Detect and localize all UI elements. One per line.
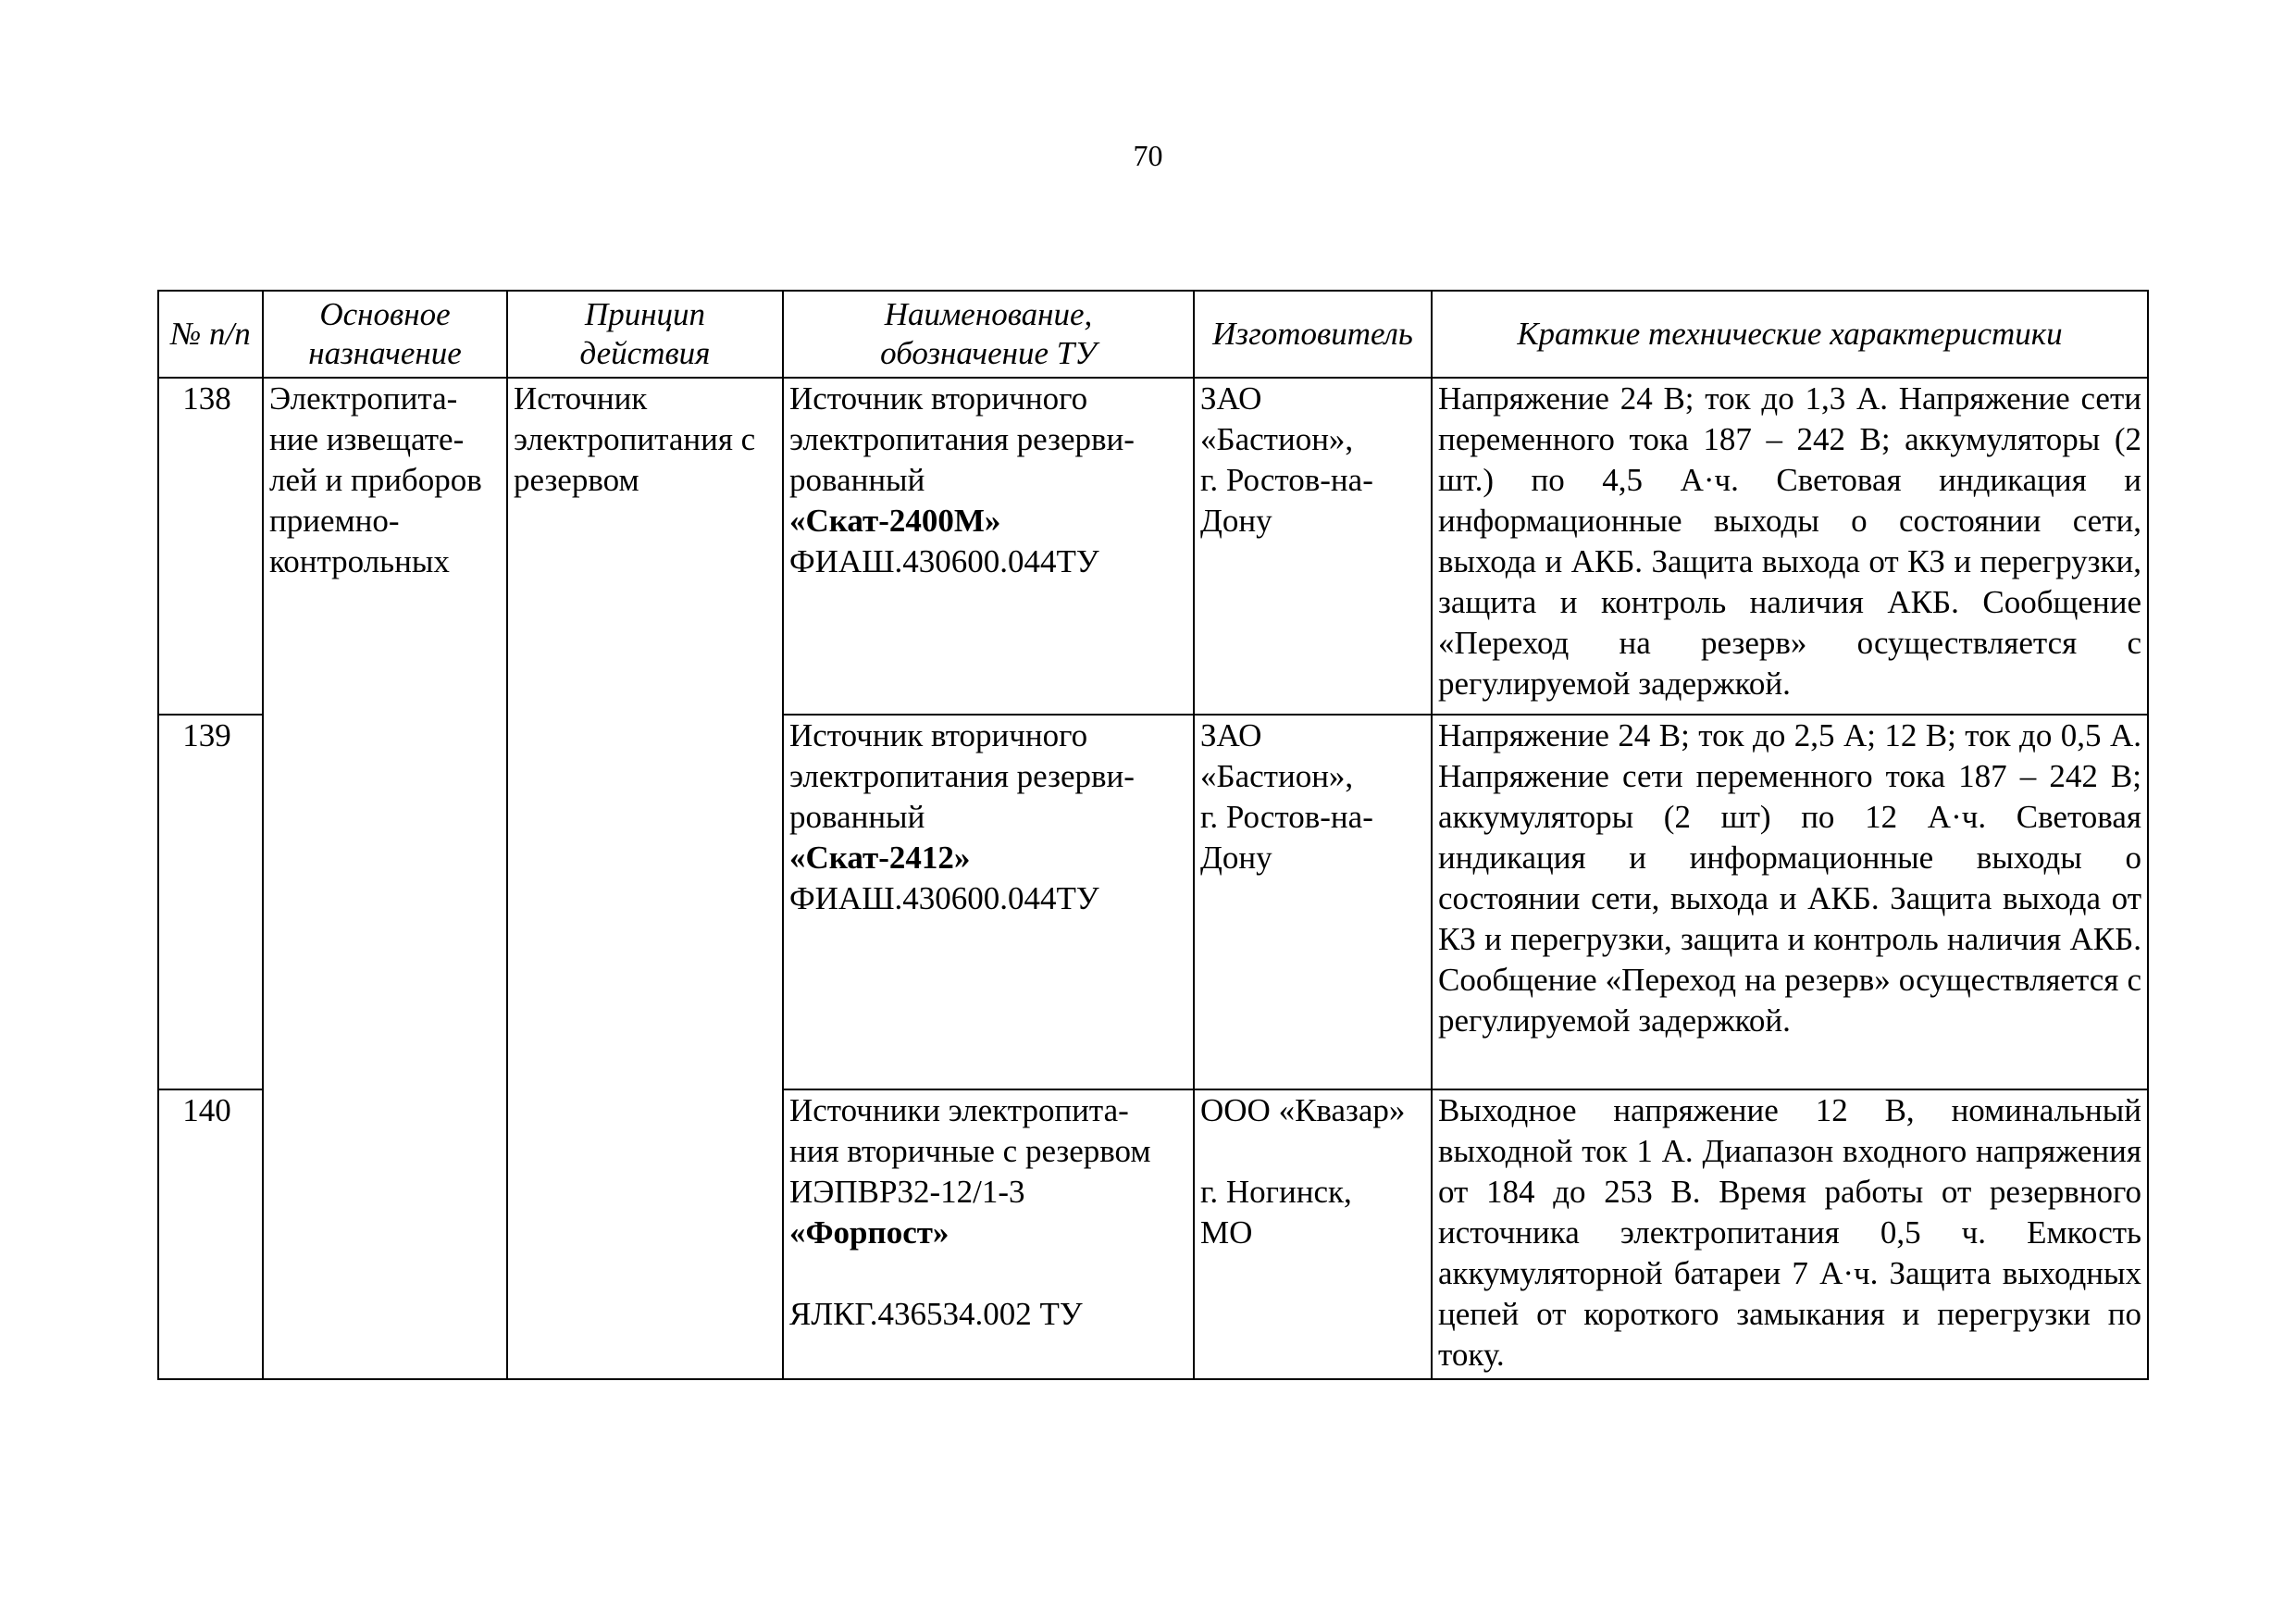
header-purpose: Основное назначение (263, 291, 507, 378)
row-manufacturer: ООО «Квазар» г. Ногинск, МО (1194, 1089, 1432, 1379)
row-name-cell (783, 1089, 1194, 1379)
page-number: 70 (1133, 139, 1163, 172)
row-specs: Напряжение 24 В; ток до 2,5 А; 12 В; ток до 0,5 А. Напряжение сети переменного тока 187 – 242 В; аккумуляторы (2 шт) по 12 А·ч. Световая индикация и информационные выходы о состоянии сети, выхода и АКБ. Защита выхода от КЗ и перегрузки, защита и контроль наличия АКБ. Сообщение «Переход на резерв» осуществляется с регулируемой задержкой. (1432, 715, 2148, 1089)
row-num: 140 (158, 1089, 263, 1379)
group-purpose: Электропита- ние извещате- лей и приборов приемно- контрольных (263, 378, 507, 1379)
row-name-text: Источники электропита- ния вторичные с резервом ИЭПВР32-12/1-3 (789, 1092, 1151, 1210)
header-num: № п/п (158, 291, 263, 378)
row-name-tu: ЯЛКГ.436534.002 ТУ (789, 1296, 1083, 1332)
header-principle: Принцип действия (507, 291, 783, 378)
table-header-row (158, 291, 2148, 378)
row-name-product: «Форпост» (789, 1214, 949, 1251)
row-name-cell (783, 715, 1194, 1089)
row-name-text: Источник вторичного электропитания резерви- рованный (789, 717, 1135, 835)
row-manufacturer: ЗАО «Бастион», г. Ростов-на- Дону (1194, 715, 1432, 1089)
row-name-cell (783, 378, 1194, 715)
row-name-text: Источник вторичного электропитания резерви- рованный (789, 380, 1135, 498)
row-specs: Выходное напряжение 12 В, номинальный выходной ток 1 А. Диапазон входного напряжения от 184 до 253 В. Время работы от резервного источника электропитания 0,5 ч. Емкость аккумуляторной батареи 7 А·ч. Защита выходных цепей от короткого замыкания и перегрузки по току. (1432, 1089, 2148, 1379)
row-manufacturer: ЗАО «Бастион», г. Ростов-на- Дону (1194, 378, 1432, 715)
group-principle: Источник электропитания с резервом (507, 378, 783, 1379)
equipment-table (157, 290, 2149, 1380)
row-num: 139 (158, 715, 263, 1089)
table-row (158, 378, 2148, 715)
row-name-tu: ФИАШ.430600.044ТУ (789, 543, 1099, 579)
row-num: 138 (158, 378, 263, 715)
header-specs: Краткие технические характеристики (1432, 291, 2148, 378)
header-manufacturer: Изготовитель (1194, 291, 1432, 378)
row-specs: Напряжение 24 В; ток до 1,3 А. Напряжение сети переменного тока 187 – 242 В; аккумуляторы (2 шт.) по 4,5 А·ч. Световая индикация и информационные выходы о состоянии сети, выхода и АКБ. Защита выхода от КЗ и перегрузки, защита и контроль наличия АКБ. Сообщение «Переход на резерв» осуществляется с регулируемой задержкой. (1432, 378, 2148, 715)
row-name-product: «Скат-2412» (789, 840, 971, 876)
header-name: Наименование, обозначение ТУ (783, 291, 1194, 378)
row-name-tu: ФИАШ.430600.044ТУ (789, 880, 1099, 916)
row-name-product: «Скат-2400М» (789, 503, 1001, 539)
